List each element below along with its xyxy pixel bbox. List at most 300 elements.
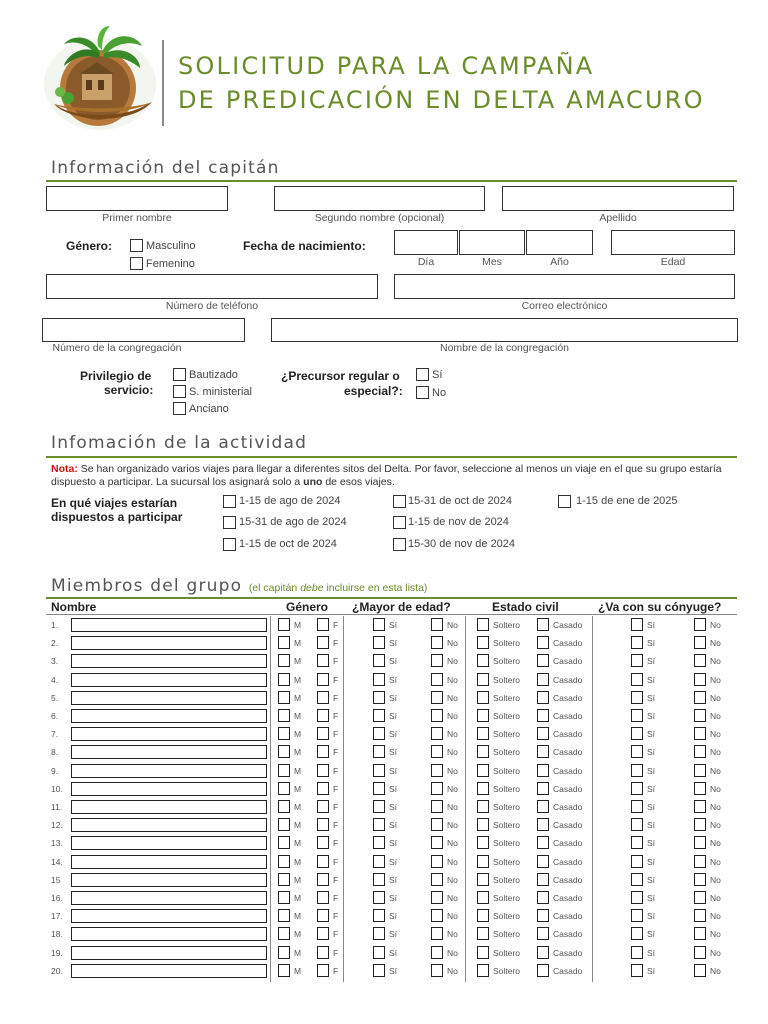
civil-married-checkbox[interactable] [537, 836, 549, 849]
civil-single-checkbox[interactable] [477, 673, 489, 686]
gender-femenino-checkbox[interactable] [130, 257, 143, 270]
adult-yes-checkbox[interactable] [373, 745, 385, 758]
civil-single-checkbox[interactable] [477, 654, 489, 667]
email-field[interactable] [394, 274, 735, 299]
adult-yes-checkbox[interactable] [373, 891, 385, 904]
gender-f-checkbox[interactable] [317, 836, 329, 849]
spouse-yes-checkbox[interactable] [631, 782, 643, 795]
civil-single-checkbox[interactable] [477, 618, 489, 631]
congregation-number-field[interactable] [42, 318, 245, 342]
spouse-no-label: No [710, 675, 721, 685]
civil-married-label: Casado [553, 747, 583, 757]
age-field[interactable] [611, 230, 735, 255]
adult-yes-checkbox[interactable] [373, 709, 385, 722]
pioneer-yes-checkbox[interactable] [416, 368, 429, 381]
civil-single-checkbox[interactable] [477, 909, 489, 922]
congregation-name-label: Nombre de la congregación [440, 342, 569, 354]
trips-label-1: En qué viajes estarían [51, 496, 178, 510]
civil-married-checkbox[interactable] [537, 691, 549, 704]
trip-checkbox[interactable] [223, 538, 236, 551]
adult-no-checkbox[interactable] [431, 964, 443, 977]
second-name-field[interactable] [274, 186, 485, 211]
spouse-yes-checkbox[interactable] [631, 764, 643, 777]
spouse-no-checkbox[interactable] [694, 818, 706, 831]
spouse-no-checkbox[interactable] [694, 636, 706, 649]
adult-no-label: No [447, 929, 458, 939]
civil-married-checkbox[interactable] [537, 800, 549, 813]
adult-yes-checkbox[interactable] [373, 873, 385, 886]
spouse-no-checkbox[interactable] [694, 745, 706, 758]
gender-m-checkbox[interactable] [278, 891, 290, 904]
adult-no-checkbox[interactable] [431, 836, 443, 849]
gender-f-checkbox[interactable] [317, 709, 329, 722]
adult-yes-checkbox[interactable] [373, 909, 385, 922]
adult-yes-label: Sí [389, 711, 398, 721]
gender-m-checkbox[interactable] [278, 764, 290, 777]
gender-f-checkbox[interactable] [317, 927, 329, 940]
member-name-field[interactable] [71, 855, 267, 869]
note-text-2: de esos viajes. [322, 476, 395, 488]
gender-m-label: M [294, 766, 302, 776]
email-label: Correo electrónico [521, 300, 608, 312]
member-name-field[interactable] [71, 909, 267, 923]
adult-no-label: No [447, 711, 458, 721]
spouse-no-checkbox[interactable] [694, 855, 706, 868]
member-name-field[interactable] [71, 654, 267, 668]
civil-married-label: Casado [553, 857, 583, 867]
row-number: 10. [51, 784, 63, 794]
civil-married-label: Casado [553, 802, 583, 812]
gender-f-checkbox[interactable] [317, 964, 329, 977]
gender-f-checkbox[interactable] [317, 909, 329, 922]
spouse-yes-checkbox[interactable] [631, 745, 643, 758]
civil-single-label: Soltero [493, 929, 520, 939]
member-name-field[interactable] [71, 836, 267, 850]
civil-single-checkbox[interactable] [477, 836, 489, 849]
spouse-no-label: No [710, 911, 721, 921]
spouse-yes-checkbox[interactable] [631, 909, 643, 922]
civil-single-checkbox[interactable] [477, 946, 489, 959]
gender-m-checkbox[interactable] [278, 927, 290, 940]
gender-m-checkbox[interactable] [278, 709, 290, 722]
civil-married-checkbox[interactable] [537, 673, 549, 686]
civil-single-checkbox[interactable] [477, 855, 489, 868]
adult-no-checkbox[interactable] [431, 691, 443, 704]
civil-married-checkbox[interactable] [537, 782, 549, 795]
adult-no-checkbox[interactable] [431, 782, 443, 795]
adult-no-checkbox[interactable] [431, 709, 443, 722]
adult-yes-label: Sí [389, 784, 398, 794]
trip-label: 15-30 de nov de 2024 [408, 538, 516, 550]
pioneer-yes-label: Sí [432, 369, 443, 381]
spouse-yes-checkbox[interactable] [631, 927, 643, 940]
privilege-anciano-checkbox[interactable] [173, 402, 186, 415]
spouse-no-label: No [710, 656, 721, 666]
member-name-field[interactable] [71, 964, 267, 978]
gender-m-checkbox[interactable] [278, 654, 290, 667]
member-name-field[interactable] [71, 873, 267, 887]
adult-no-checkbox[interactable] [431, 818, 443, 831]
spouse-yes-checkbox[interactable] [631, 946, 643, 959]
gender-m-label: M [294, 747, 302, 757]
adult-yes-checkbox[interactable] [373, 818, 385, 831]
trip-checkbox[interactable] [223, 516, 236, 529]
adult-no-checkbox[interactable] [431, 891, 443, 904]
col-gender-header: Género [286, 600, 329, 614]
spouse-yes-label: Sí [647, 638, 656, 648]
row-number: 20. [51, 966, 63, 976]
pioneer-label-2: especial?: [344, 384, 403, 398]
spouse-no-checkbox[interactable] [694, 618, 706, 631]
civil-single-label: Soltero [493, 875, 520, 885]
spouse-no-checkbox[interactable] [694, 800, 706, 813]
civil-single-checkbox[interactable] [477, 636, 489, 649]
civil-married-checkbox[interactable] [537, 946, 549, 959]
gender-f-checkbox[interactable] [317, 654, 329, 667]
gender-f-checkbox[interactable] [317, 745, 329, 758]
spouse-yes-checkbox[interactable] [631, 673, 643, 686]
privilege-ministerial-checkbox[interactable] [173, 385, 186, 398]
gender-m-checkbox[interactable] [278, 618, 290, 631]
gender-f-checkbox[interactable] [317, 727, 329, 740]
section-activity-title: Infomación de la actividad [51, 433, 308, 453]
adult-no-label: No [447, 893, 458, 903]
civil-single-checkbox[interactable] [477, 927, 489, 940]
civil-single-label: Soltero [493, 747, 520, 757]
gender-f-label: F [333, 838, 339, 848]
civil-single-checkbox[interactable] [477, 891, 489, 904]
col-spouse-header: ¿Va con su cónyuge? [598, 600, 722, 614]
adult-no-label: No [447, 820, 458, 830]
congregation-name-field[interactable] [271, 318, 738, 342]
spouse-yes-checkbox[interactable] [631, 891, 643, 904]
adult-no-checkbox[interactable] [431, 800, 443, 813]
adult-no-checkbox[interactable] [431, 855, 443, 868]
section-rule [46, 180, 737, 182]
gender-m-checkbox[interactable] [278, 964, 290, 977]
spouse-yes-checkbox[interactable] [631, 618, 643, 631]
civil-married-label: Casado [553, 948, 583, 958]
gender-m-checkbox[interactable] [278, 745, 290, 758]
dob-month-field[interactable] [459, 230, 525, 255]
civil-single-label: Soltero [493, 711, 520, 721]
civil-single-label: Soltero [493, 784, 520, 794]
gender-m-checkbox[interactable] [278, 727, 290, 740]
civil-single-checkbox[interactable] [477, 964, 489, 977]
trip-checkbox[interactable] [558, 495, 571, 508]
gender-f-checkbox[interactable] [317, 946, 329, 959]
civil-single-checkbox[interactable] [477, 691, 489, 704]
spouse-no-checkbox[interactable] [694, 836, 706, 849]
adult-no-checkbox[interactable] [431, 909, 443, 922]
adult-yes-label: Sí [389, 857, 398, 867]
spouse-yes-label: Sí [647, 620, 656, 630]
adult-yes-checkbox[interactable] [373, 636, 385, 649]
adult-no-label: No [447, 948, 458, 958]
civil-single-label: Soltero [493, 729, 520, 739]
civil-married-label: Casado [553, 784, 583, 794]
spouse-no-label: No [710, 693, 721, 703]
civil-single-checkbox[interactable] [477, 764, 489, 777]
adult-yes-checkbox[interactable] [373, 618, 385, 631]
dob-day-field[interactable] [394, 230, 458, 255]
row-number: 17. [51, 911, 63, 921]
adult-yes-checkbox[interactable] [373, 727, 385, 740]
civil-married-checkbox[interactable] [537, 818, 549, 831]
gender-m-checkbox[interactable] [278, 855, 290, 868]
gender-f-checkbox[interactable] [317, 673, 329, 686]
civil-married-label: Casado [553, 875, 583, 885]
trips-label-2: dispuestos a participar [51, 510, 183, 524]
civil-married-checkbox[interactable] [537, 745, 549, 758]
spouse-no-label: No [710, 747, 721, 757]
spouse-no-checkbox[interactable] [694, 727, 706, 740]
adult-no-checkbox[interactable] [431, 673, 443, 686]
adult-yes-label: Sí [389, 966, 398, 976]
gender-m-checkbox[interactable] [278, 909, 290, 922]
civil-single-checkbox[interactable] [477, 745, 489, 758]
member-name-field[interactable] [71, 782, 267, 796]
spouse-yes-checkbox[interactable] [631, 636, 643, 649]
note-bold: uno [303, 476, 323, 488]
member-name-field[interactable] [71, 727, 267, 741]
member-name-field[interactable] [71, 891, 267, 905]
gender-m-label: M [294, 820, 302, 830]
spouse-yes-checkbox[interactable] [631, 964, 643, 977]
civil-single-label: Soltero [493, 656, 520, 666]
gender-m-checkbox[interactable] [278, 800, 290, 813]
gender-f-checkbox[interactable] [317, 855, 329, 868]
gender-m-checkbox[interactable] [278, 836, 290, 849]
member-name-field[interactable] [71, 745, 267, 759]
dob-year-field[interactable] [526, 230, 593, 255]
gender-f-checkbox[interactable] [317, 618, 329, 631]
section-members-title [51, 576, 427, 596]
adult-yes-checkbox[interactable] [373, 673, 385, 686]
adult-yes-checkbox[interactable] [373, 691, 385, 704]
spouse-yes-checkbox[interactable] [631, 836, 643, 849]
gender-m-checkbox[interactable] [278, 818, 290, 831]
gender-m-label: M [294, 911, 302, 921]
gender-f-checkbox[interactable] [317, 873, 329, 886]
adult-yes-checkbox[interactable] [373, 855, 385, 868]
adult-no-checkbox[interactable] [431, 927, 443, 940]
last-name-field[interactable] [502, 186, 734, 211]
member-name-field[interactable] [71, 673, 267, 687]
column-separator [592, 616, 593, 982]
adult-yes-checkbox[interactable] [373, 964, 385, 977]
spouse-no-checkbox[interactable] [694, 891, 706, 904]
gender-f-label: F [333, 820, 339, 830]
note-text-1: Se han organizado varios viajes para llegar a diferentes sitos del Delta. Por favor, seleccione al menos un viaje en el que su grupo estaría dispuesto a participar. La sucursal los asignará solo a [51, 463, 722, 488]
civil-married-label: Casado [553, 729, 583, 739]
gender-m-checkbox[interactable] [278, 782, 290, 795]
privilege-bautizado-checkbox[interactable] [173, 368, 186, 381]
trip-checkbox[interactable] [393, 538, 406, 551]
adult-yes-label: Sí [389, 820, 398, 830]
spouse-yes-checkbox[interactable] [631, 818, 643, 831]
spouse-yes-checkbox[interactable] [631, 727, 643, 740]
spouse-no-label: No [710, 784, 721, 794]
civil-single-checkbox[interactable] [477, 818, 489, 831]
civil-married-checkbox[interactable] [537, 618, 549, 631]
adult-no-checkbox[interactable] [431, 946, 443, 959]
member-name-field[interactable] [71, 709, 267, 723]
spouse-yes-checkbox[interactable] [631, 654, 643, 667]
congregation-number-label: Número de la congregación [52, 342, 182, 354]
gender-f-checkbox[interactable] [317, 891, 329, 904]
spouse-yes-label: Sí [647, 820, 656, 830]
gender-f-checkbox[interactable] [317, 800, 329, 813]
adult-yes-checkbox[interactable] [373, 836, 385, 849]
adult-yes-checkbox[interactable] [373, 764, 385, 777]
civil-married-label: Casado [553, 929, 583, 939]
spouse-yes-checkbox[interactable] [631, 691, 643, 704]
gender-m-label: M [294, 729, 302, 739]
spouse-yes-label: Sí [647, 893, 656, 903]
section-rule [46, 456, 737, 458]
member-name-field[interactable] [71, 927, 267, 941]
member-name-field[interactable] [71, 946, 267, 960]
member-name-field[interactable] [71, 691, 267, 705]
spouse-no-checkbox[interactable] [694, 654, 706, 667]
dob-month-label: Mes [482, 256, 502, 268]
dob-label: Fecha de nacimiento: [243, 239, 366, 253]
civil-single-label: Soltero [493, 693, 520, 703]
spouse-no-checkbox[interactable] [694, 909, 706, 922]
civil-married-label: Casado [553, 893, 583, 903]
adult-no-label: No [447, 693, 458, 703]
gender-femenino-label: Femenino [146, 258, 195, 270]
civil-single-checkbox[interactable] [477, 709, 489, 722]
gender-m-checkbox[interactable] [278, 673, 290, 686]
adult-no-checkbox[interactable] [431, 727, 443, 740]
col-name-header: Nombre [51, 600, 97, 614]
civil-married-checkbox[interactable] [537, 709, 549, 722]
adult-no-label: No [447, 911, 458, 921]
gender-m-checkbox[interactable] [278, 946, 290, 959]
spouse-no-checkbox[interactable] [694, 764, 706, 777]
adult-no-label: No [447, 656, 458, 666]
trip-checkbox[interactable] [223, 495, 236, 508]
gender-f-checkbox[interactable] [317, 782, 329, 795]
adult-no-checkbox[interactable] [431, 654, 443, 667]
spouse-no-label: No [710, 838, 721, 848]
civil-married-label: Casado [553, 693, 583, 703]
spouse-yes-checkbox[interactable] [631, 873, 643, 886]
phone-field[interactable] [46, 274, 378, 299]
gender-label: Género: [66, 239, 113, 253]
civil-single-label: Soltero [493, 857, 520, 867]
civil-married-checkbox[interactable] [537, 927, 549, 940]
adult-yes-label: Sí [389, 911, 398, 921]
member-name-field[interactable] [71, 618, 267, 632]
spouse-no-checkbox[interactable] [694, 946, 706, 959]
civil-single-label: Soltero [493, 948, 520, 958]
civil-married-checkbox[interactable] [537, 636, 549, 649]
members-subtitle: (el capitán debe incluirse en esta lista) [248, 582, 428, 594]
trip-checkbox[interactable] [393, 516, 406, 529]
gender-m-checkbox[interactable] [278, 691, 290, 704]
civil-single-label: Soltero [493, 802, 520, 812]
civil-married-label: Casado [553, 838, 583, 848]
adult-yes-checkbox[interactable] [373, 946, 385, 959]
first-name-field[interactable] [46, 186, 228, 211]
row-number: 16. [51, 893, 63, 903]
gender-f-checkbox[interactable] [317, 636, 329, 649]
gender-m-checkbox[interactable] [278, 636, 290, 649]
civil-married-checkbox[interactable] [537, 727, 549, 740]
trip-checkbox[interactable] [393, 495, 406, 508]
adult-no-checkbox[interactable] [431, 618, 443, 631]
spouse-no-checkbox[interactable] [694, 709, 706, 722]
row-number: 14. [51, 857, 63, 867]
spouse-no-checkbox[interactable] [694, 673, 706, 686]
adult-no-checkbox[interactable] [431, 745, 443, 758]
civil-single-checkbox[interactable] [477, 873, 489, 886]
adult-no-checkbox[interactable] [431, 636, 443, 649]
adult-yes-checkbox[interactable] [373, 782, 385, 795]
row-number: 9. [51, 766, 59, 776]
member-name-field[interactable] [71, 764, 267, 778]
spouse-no-checkbox[interactable] [694, 873, 706, 886]
spouse-no-checkbox[interactable] [694, 927, 706, 940]
spouse-yes-checkbox[interactable] [631, 709, 643, 722]
spouse-yes-label: Sí [647, 693, 656, 703]
civil-married-checkbox[interactable] [537, 764, 549, 777]
civil-single-checkbox[interactable] [477, 782, 489, 795]
gender-f-checkbox[interactable] [317, 818, 329, 831]
gender-f-label: F [333, 929, 339, 939]
gender-m-label: M [294, 857, 302, 867]
member-name-field[interactable] [71, 800, 267, 814]
row-number: 2. [51, 638, 59, 648]
adult-yes-checkbox[interactable] [373, 654, 385, 667]
gender-f-checkbox[interactable] [317, 691, 329, 704]
civil-married-checkbox[interactable] [537, 855, 549, 868]
spouse-no-checkbox[interactable] [694, 691, 706, 704]
civil-married-checkbox[interactable] [537, 964, 549, 977]
civil-married-checkbox[interactable] [537, 909, 549, 922]
adult-no-checkbox[interactable] [431, 873, 443, 886]
gender-m-label: M [294, 875, 302, 885]
civil-married-checkbox[interactable] [537, 873, 549, 886]
gender-masculino-checkbox[interactable] [130, 239, 143, 252]
adult-yes-checkbox[interactable] [373, 800, 385, 813]
pioneer-no-checkbox[interactable] [416, 386, 429, 399]
gender-f-checkbox[interactable] [317, 764, 329, 777]
spouse-yes-checkbox[interactable] [631, 800, 643, 813]
civil-married-checkbox[interactable] [537, 891, 549, 904]
spouse-no-checkbox[interactable] [694, 964, 706, 977]
civil-single-label: Soltero [493, 820, 520, 830]
civil-married-checkbox[interactable] [537, 654, 549, 667]
adult-yes-checkbox[interactable] [373, 927, 385, 940]
member-name-field[interactable] [71, 636, 267, 650]
adult-no-checkbox[interactable] [431, 764, 443, 777]
civil-single-checkbox[interactable] [477, 727, 489, 740]
spouse-no-checkbox[interactable] [694, 782, 706, 795]
member-name-field[interactable] [71, 818, 267, 832]
civil-single-label: Soltero [493, 638, 520, 648]
civil-single-label: Soltero [493, 911, 520, 921]
civil-single-checkbox[interactable] [477, 800, 489, 813]
adult-yes-label: Sí [389, 638, 398, 648]
spouse-yes-checkbox[interactable] [631, 855, 643, 868]
page-title-line2: DE PREDICACIÓN EN DELTA AMACURO [178, 86, 705, 114]
spouse-no-label: No [710, 948, 721, 958]
gender-m-checkbox[interactable] [278, 873, 290, 886]
